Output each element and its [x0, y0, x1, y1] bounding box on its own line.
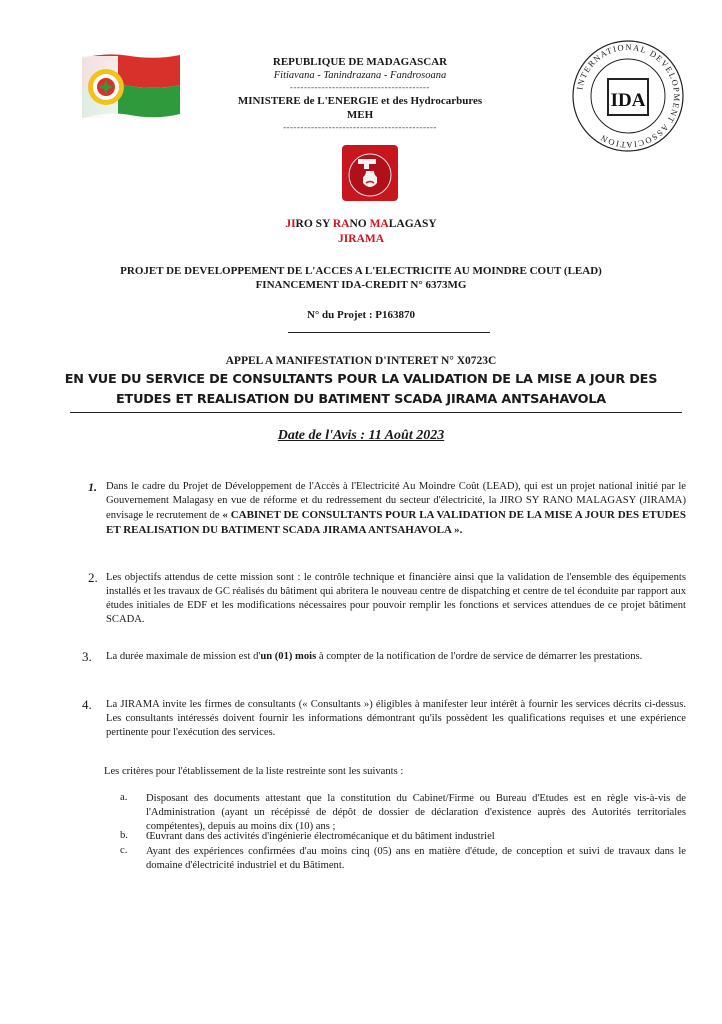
- divider-dashes-2: --------------------------------------------: [283, 122, 437, 132]
- jirama-name-part-5: MA: [369, 218, 389, 230]
- paragraph-3-text-after: à compter de la notification de l'ordre de service de démarrer les prestations.: [316, 651, 643, 662]
- project-header: [60, 264, 662, 292]
- paragraph-4-text: La JIRAMA invite les firmes de consultants (« Consultants ») éligibles à manifester leur intérêt à fournir les services décrits ci-dessus. Les consultants intéressés doivent fournir les informations démontrant qu'ils possèdent les qualifications requises et une expérience pertinente pour l'exécution des services.: [106, 699, 686, 738]
- ami-subtitle-line-1: EN VUE DU SERVICE DE CONSULTANTS POUR LA VALIDATION DE LA MISE A JOUR DES: [64, 372, 658, 387]
- paragraph-2: [106, 571, 686, 627]
- government-header: [180, 55, 540, 132]
- jirama-full-name: [211, 217, 511, 232]
- divider-dashes: ----------------------------------------: [290, 82, 430, 92]
- separator-long: [70, 412, 682, 413]
- criterion-b: Œuvrant dans des activités d'ingénierie électromécanique et du bâtiment industriel: [146, 831, 495, 842]
- ami-subtitle: [40, 370, 682, 410]
- paragraph-3: [106, 650, 686, 664]
- separator-short: [288, 332, 490, 333]
- jirama-name-part-3: RA: [332, 218, 350, 230]
- paragraph-1-text: Dans le cadre du Projet de Développement de l'Accès à l'Electricité Au Moindre Coût (LEAD), qui est un projet national initié par le Gouvernement Malagasy en vue de réforme et du redressement du secteur d'électricité, la JIRO SY RANO MALAGASY (JIRAMA) envisage le recrutement de: [106, 481, 686, 521]
- madagascar-flag-emblem: [78, 52, 182, 120]
- ministry-name: MINISTERE de L'ENERGIE et des Hydrocarbures: [237, 95, 483, 107]
- criterion-c: Ayant des expériences confirmées d'au moins cinq (05) ans en matière d'étude, de conception et suivi de travaux dans le domaine d'électricité industriel et du Bâtiment.: [146, 846, 686, 871]
- notice-date: Date de l'Avis : 11 Août 2023: [277, 428, 445, 443]
- paragraph-2-number: 2.: [88, 570, 98, 585]
- national-motto: Fitiavana - Tanindrazana - Fandrosoana: [273, 70, 447, 81]
- ida-center-text: IDA: [610, 90, 646, 111]
- ami-title: APPEL A MANIFESTATION D'INTERET N° X0723C: [225, 355, 497, 367]
- paragraph-3-number: 3.: [82, 649, 92, 664]
- criterion-a-letter: a.: [120, 792, 128, 803]
- jirama-name-part-1: JI: [285, 218, 296, 230]
- paragraph-2-text: Les objectifs attendus de cette mission sont : le contrôle technique et financière ainsi que la validation de l'ensemble des équipements installés et les travaux de GC réalisés du bâtiment qui abritera le nouveau centre de dispatching et centre de tel éconduite par rapport aux études initiales de EDF et les modifications nécessaires pour pouvoir remplir les fonctions et services attendues de ce projet bâtiment SCADA.: [106, 572, 686, 625]
- paragraph-1: [106, 480, 686, 538]
- criterion-c-letter: c.: [120, 845, 128, 856]
- paragraph-4: [106, 698, 686, 740]
- ida-logo: [568, 36, 688, 156]
- criterion-b-letter: b.: [120, 830, 128, 841]
- criteria-intro: Les critères pour l'établissement de la liste restreinte sont les suivants :: [104, 766, 404, 777]
- paragraph-4-number: 4.: [82, 697, 92, 712]
- ministry-abbr: MEH: [346, 109, 374, 121]
- paragraph-1-number: 1.: [88, 480, 97, 494]
- jirama-name-part-6: LAGASY: [388, 218, 437, 230]
- project-financing: FINANCEMENT IDA-CREDIT N° 6373MG: [255, 279, 467, 291]
- jirama-logo-icon: [342, 145, 398, 201]
- ami-subtitle-line-2: ETUDES ET REALISATION DU BATIMENT SCADA JIRAMA ANTSAHAVOLA: [116, 392, 606, 407]
- ida-ring-text: INTERNATIONAL DEVELOPMENT ASSOCIATION: [574, 41, 683, 151]
- project-title: PROJET DE DEVELOPPEMENT DE L'ACCES A L'ELECTRICITE AU MOINDRE COUT (LEAD): [120, 265, 602, 277]
- criterion-a: Disposant des documents attestant que la constitution du Cabinet/Firme ou Bureau d'Etudes est en règle vis-à-vis de l'Administration (ayant un récépissé de dépôt de dossier de déclaration d'existence auprès des Autorités territoriales compétentes), depuis au moins dix (10) ans ;: [146, 793, 686, 832]
- paragraph-1-bold: « CABINET DE CONSULTANTS POUR LA VALIDATION DE LA MISE A JOUR DES ETUDES ET REALISATION DU BATIMENT SCADA JIRAMA ANTSAHAVOLA ».: [106, 509, 686, 536]
- jirama-header: [211, 217, 511, 247]
- jirama-name-part-2: RO SY: [295, 218, 333, 230]
- paragraph-3-text-before: La durée maximale de mission est d': [106, 651, 261, 662]
- jirama-name-part-4: NO: [349, 218, 370, 230]
- jirama-abbr: JIRAMA: [338, 233, 384, 245]
- project-number: N° du Projet : P163870: [306, 309, 416, 321]
- paragraph-3-bold: un (01) mois: [260, 651, 317, 662]
- republic-title: REPUBLIQUE DE MADAGASCAR: [272, 56, 448, 68]
